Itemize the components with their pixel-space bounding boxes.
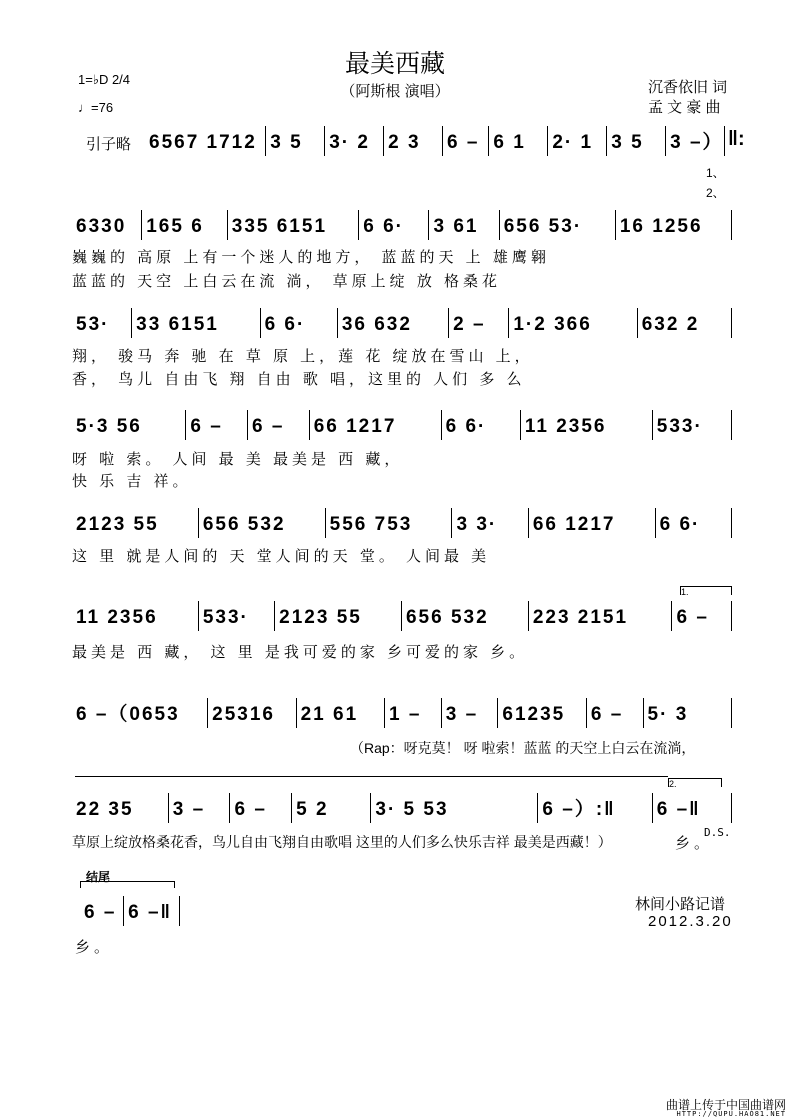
coda-staff xyxy=(80,898,180,924)
measure: 165 6 xyxy=(146,216,204,237)
measure: 6 –‖ xyxy=(656,799,701,820)
measure: 6 – xyxy=(190,416,223,437)
rap-row7: 草原上绽放格桑花香，鸟儿自由飞翔自由歌唱 这里的人们多么快乐吉祥 最美是西藏！） xyxy=(72,834,612,850)
first-ending-bracket: 1. xyxy=(680,586,732,595)
key-signature: 1=♭D 2/4 xyxy=(78,72,131,87)
measure: 2123 55 xyxy=(76,514,159,535)
measure: 11 2356 xyxy=(524,416,607,437)
measure: 2 3 xyxy=(388,132,421,153)
measure: 3 5 xyxy=(270,132,303,153)
composer: 孟 文 豪 曲 xyxy=(648,99,721,116)
measure: 6 – xyxy=(252,416,285,437)
measure: 3· 2 xyxy=(329,132,370,153)
measure: 6567 1712 xyxy=(149,132,257,153)
measure: 533· xyxy=(656,416,703,437)
measure: 16 1256 xyxy=(619,216,703,237)
staff-row-4 xyxy=(72,510,732,536)
rap-bracket-line xyxy=(75,776,668,777)
transcription-date: 2012.3.20 xyxy=(648,913,733,930)
coda-lyric: 乡。 xyxy=(75,939,114,956)
measure: 61235 xyxy=(502,704,566,725)
rap-row6: （Rap：呀克莫！ 呀 啦索！蓝蓝 的天空上白云在流淌， xyxy=(350,740,696,756)
measure: 6 – xyxy=(447,132,480,153)
staff-row-6 xyxy=(72,700,732,726)
measure: 3· 5 53 xyxy=(375,799,449,820)
bar-line xyxy=(731,508,732,538)
tempo: ♩=76 xyxy=(78,100,114,115)
measure: 556 753 xyxy=(329,514,413,535)
measure: 5· 3 xyxy=(647,704,689,725)
bar-line xyxy=(731,210,732,240)
measure: 36 632 xyxy=(341,314,412,335)
bar-line xyxy=(731,601,732,631)
measure: 5 2 xyxy=(296,799,329,820)
intro-label: 引子略 xyxy=(86,136,132,153)
staff-row-3 xyxy=(72,412,732,438)
measure: 21 61 xyxy=(300,704,359,725)
measure: 2 – xyxy=(453,314,486,335)
lyric-row5: 最美是 西 藏， 这 里 是我可爱的家 乡可爱的家 乡。 xyxy=(72,644,529,661)
song-title: 最美西藏 xyxy=(344,50,445,78)
lyric-row7-end: 乡。 xyxy=(675,835,714,852)
measure: 66 1217 xyxy=(313,416,397,437)
measure: 1 – xyxy=(389,704,422,725)
measure: 6 –）:‖ xyxy=(542,799,616,820)
measure: 11 2356 xyxy=(76,607,158,628)
staff-row-7 xyxy=(72,795,732,821)
lyric-row2-verse2: 香， 鸟儿 自由飞 翔 自由 歌 唱，这里的 人们 多 么 xyxy=(72,371,526,388)
measure: 335 6151 xyxy=(231,216,328,237)
footer-site: 曲谱上传于中国曲谱网 xyxy=(665,1098,786,1112)
measure: 6 – xyxy=(676,607,709,628)
measure: 223 2151 xyxy=(532,607,629,628)
lyricist: 沉香依旧 词 xyxy=(648,79,728,96)
bar-line xyxy=(731,698,732,728)
measure: 6 6· xyxy=(264,314,306,335)
measure: 22 35 xyxy=(76,799,134,820)
lyric-row3-verse1: 呀 啦 索。 人间 最 美 最美是 西 藏， xyxy=(72,451,404,468)
bar-line xyxy=(731,793,732,823)
measure: 6 1 xyxy=(493,132,526,153)
lyric-row1-verse2: 蓝蓝的 天空 上白云在流 淌， 草原上绽 放 格桑花 xyxy=(72,273,502,290)
measure: 6 – xyxy=(590,704,624,725)
lyric-row3-verse2: 快 乐 吉 祥。 xyxy=(72,473,192,490)
bar-line xyxy=(179,896,180,926)
measure: 6 6· xyxy=(363,216,404,237)
staff-row-5 xyxy=(72,603,732,629)
measure: 3 61 xyxy=(433,216,479,237)
measure: 533· xyxy=(202,607,249,628)
lyric-row1-verse1: 巍巍的 高原 上有一个迷人的地方， 蓝蓝的天 上 雄鹰翱 xyxy=(72,249,550,266)
measure: 3 – xyxy=(172,799,206,820)
dal-segno: D.S. xyxy=(704,826,731,839)
measure: 6330 xyxy=(76,216,127,237)
measure: 632 2 xyxy=(641,314,700,335)
measure: 5·3 56 xyxy=(76,416,142,437)
bar-line xyxy=(731,308,732,338)
measure: 1·2 366 xyxy=(513,314,592,335)
measure: 656 53· xyxy=(503,216,583,237)
measure: 6 6· xyxy=(445,416,487,437)
measure: 2· 1 xyxy=(552,132,594,153)
measure: 3 – xyxy=(445,704,479,725)
staff-row-2 xyxy=(72,310,732,336)
measure: 3 –） xyxy=(670,132,724,153)
bar-line xyxy=(731,410,732,440)
coda-bracket xyxy=(80,881,175,888)
staff-row-1 xyxy=(72,212,732,238)
measure: 33 6151 xyxy=(136,314,219,335)
measure: 66 1217 xyxy=(532,514,616,535)
verse-mark-1: 1、 xyxy=(706,166,725,180)
transcriber: 林间小路记谱 xyxy=(635,896,726,913)
intro-staff xyxy=(145,128,725,154)
footer-url: HTTP://QUPU.HAO81.NET xyxy=(676,1110,786,1118)
coda-label: 结尾 xyxy=(86,870,111,884)
repeat-start: ‖: xyxy=(728,128,745,150)
lyric-row2-verse1: 翔， 骏马 奔 驰 在 草 原 上，莲 花 绽放在雪山 上， xyxy=(72,348,534,365)
performer: （阿斯根 演唱） xyxy=(340,83,450,100)
measure: 3 3· xyxy=(456,514,498,535)
measure: 6 – xyxy=(84,902,117,923)
measure: 6 –‖ xyxy=(128,902,173,923)
measure: 2123 55 xyxy=(279,607,362,628)
verse-mark-2: 2、 xyxy=(706,186,725,200)
measure: 3 5 xyxy=(611,132,644,153)
measure: 656 532 xyxy=(405,607,489,628)
measure: 656 532 xyxy=(202,514,286,535)
measure: 6 – xyxy=(234,799,267,820)
measure: 6 –（0653 xyxy=(76,704,180,725)
bar-line xyxy=(724,126,725,156)
measure: 25316 xyxy=(212,704,275,725)
measure: 6 6· xyxy=(659,514,701,535)
lyric-row4: 这 里 就是人间的 天 堂人间的天 堂。 人间最 美 xyxy=(72,548,491,565)
measure: 53· xyxy=(76,314,110,335)
second-ending-bracket: 2. xyxy=(668,778,722,787)
